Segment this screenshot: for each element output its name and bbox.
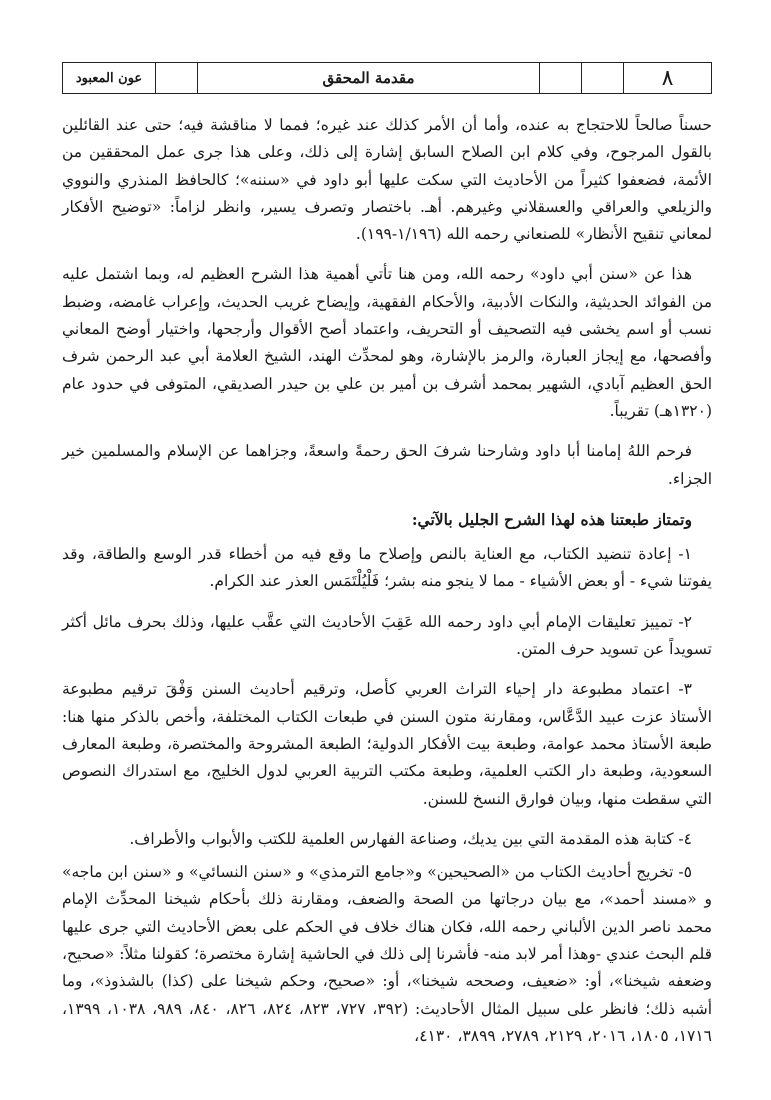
header-empty-cell bbox=[539, 63, 581, 93]
list-item-3: ٣- اعتماد مطبوعة دار إحياء التراث العربي كأصل، وترقيم أحاديث السنن وَفْقَ ترقيم مطبوعة الأستاذ عزت عبيد الدَّعَّاس، ومقارنة متون السنن في طبعات الكتاب المختلفة، وأخص بالذكر منها هنا: طبعة الأستاذ محمد عوامة، وطبعة بيت الأفكار الدولية؛ الطبعة المشروحة والمختصرة، وطبعة المعارف السعودية، وطبعة دار الكتب العلمية، وطبعة مكتب التربية العربي لدول الخليج، مع استدراك النصوص التي سقطت منها، وبيان فوارق النسخ للسنن. bbox=[62, 680, 712, 808]
page-body bbox=[62, 112, 712, 1063]
header-empty-cell bbox=[155, 63, 197, 93]
chapter-title: مقدمة المحقق bbox=[197, 63, 539, 93]
section-heading: وتمتاز طبعتنا هذه لهذا الشرح الجليل بالآتي: bbox=[411, 509, 692, 529]
list-item-5: ٥- تخريج أحاديث الكتاب من «الصحيحين» و«جامع الترمذي» و «سنن النسائي» و «سنن ابن ماجه» و «مسند أحمد»، مع بيان درجاتها من الصحة والضعف، ومقارنة ذلك بأحكام شيخنا المحدِّث الإمام محمد ناصر الدين الألباني رحمه الله، فكان هناك خلاف في الحكم على بعض الأحاديث التي جرى عليها قلم البحث عندي -وهذا أمر لابد منه- فأشرنا إلى ذلك في الحاشية إشارة مختصرة؛ كقولنا مثلاً: «صحيح، وضعفه شيخنا»، أو: «ضعيف، وصححه شيخنا»، أو: «صحيح، وحكم شيخنا على (كذا) بالشذوذ»، وما أشبه ذلك؛ فانظر على سبيل المثال الأحاديث: (٣٩٢، ٧٢٧، ٨٢٣، ٨٢٤، ٨٢٦، ٨٤٠، ٩٨٩، ١٠٣٨، ١٣٩٩، ١٧١٦، ١٨٠٥، ٢٠١٦، ٢١٢٩، ٢٧٨٩، ٣٨٩٩، ٤١٣٠، bbox=[62, 863, 713, 1045]
book-title: عون المعبود bbox=[75, 70, 143, 86]
list-item-4: ٤- كتابة هذه المقدمة التي بين يديك، وصناعة الفهارس العلمية للكتب والأبواب والأطراف. bbox=[129, 829, 692, 848]
paragraph-sunan-importance: هذا عن «سنن أبي داود» رحمه الله، ومن هنا تأتي أهمية هذا الشرح العظيم له، وبما اشتمل عليه من الفوائد الحديثية، والنكات الأدبية، والأحكام الفقهية، وإيضاح غريب الحديث، وإعراب غامضه، وضبط نسب أو اسم يخشى فيه التصحيف أو التحريف، واعتماد أصح الأقوال وأرجحها، واختيار أوضح المعاني وأفصحها، مع إيجاز العبارة، والرمز بالإشارة، وهو لمحدِّث الهند، الشيخ العلامة أبي عبد الرحمن شرف الحق العظيم آبادي، الشهير بمحمد أشرف بن أمير بن علي بن حيدر الصديقي، المتوفى في حدود عام (١٣٢٠هـ) تقريباً. bbox=[62, 265, 712, 420]
page-number: ٨ bbox=[623, 63, 711, 93]
header-empty-cell bbox=[581, 63, 623, 93]
paragraph-continued: حسناً صالحاً للاحتجاج به عنده، وأما أن الأمر كذلك عند غيره؛ فمما لا مناقشة فيه؛ حتى عند القائلين بالقول المرجوح، وفي كلام ابن الصلاح السابق إشارة إلى ذلك، وعلى هذا جرى عمل المحققين من الأئمة، فضعفوا كثيراً من الأحاديث التي سكت عليها أبو داود في «سننه»؛ كالحافظ المنذري والنووي والزيلعي والعراقي والعسقلاني وغيرهم. أهـ. باختصار وتصرف يسير، وانظر لزاماً: «توضيح الأفكار لمعاني تنقيح الأنظار» للصنعاني رحمه الله (١/١٩٦-١٩٩). bbox=[62, 116, 712, 244]
list-item-1: ١- إعادة تنضيد الكتاب، مع العناية بالنص وإصلاح ما وقع فيه من أخطاء قدر الوسع والطاقة، وقد يفوتنا شيء - أو بعض الأشياء - مما لا ينجو منه بشر؛ فَلْيُلْتَمَس العذر عند الكرام. bbox=[62, 545, 712, 591]
list-item-2: ٢- تمييز تعليقات الإمام أبي داود رحمه الله عَقِبَ الأحاديث التي عقَّب عليها، وذلك بحرف مائل أكثر تسويداً عن تسويد حرف المتن. bbox=[62, 612, 712, 659]
running-header bbox=[62, 62, 712, 94]
paragraph-supplication: فرحم اللهُ إمامنا أبا داود وشارحنا شرفَ الحق رحمةً واسعةً، وجزاهما عن الإسلام والمسلمين خير الجزاء. bbox=[62, 442, 712, 488]
